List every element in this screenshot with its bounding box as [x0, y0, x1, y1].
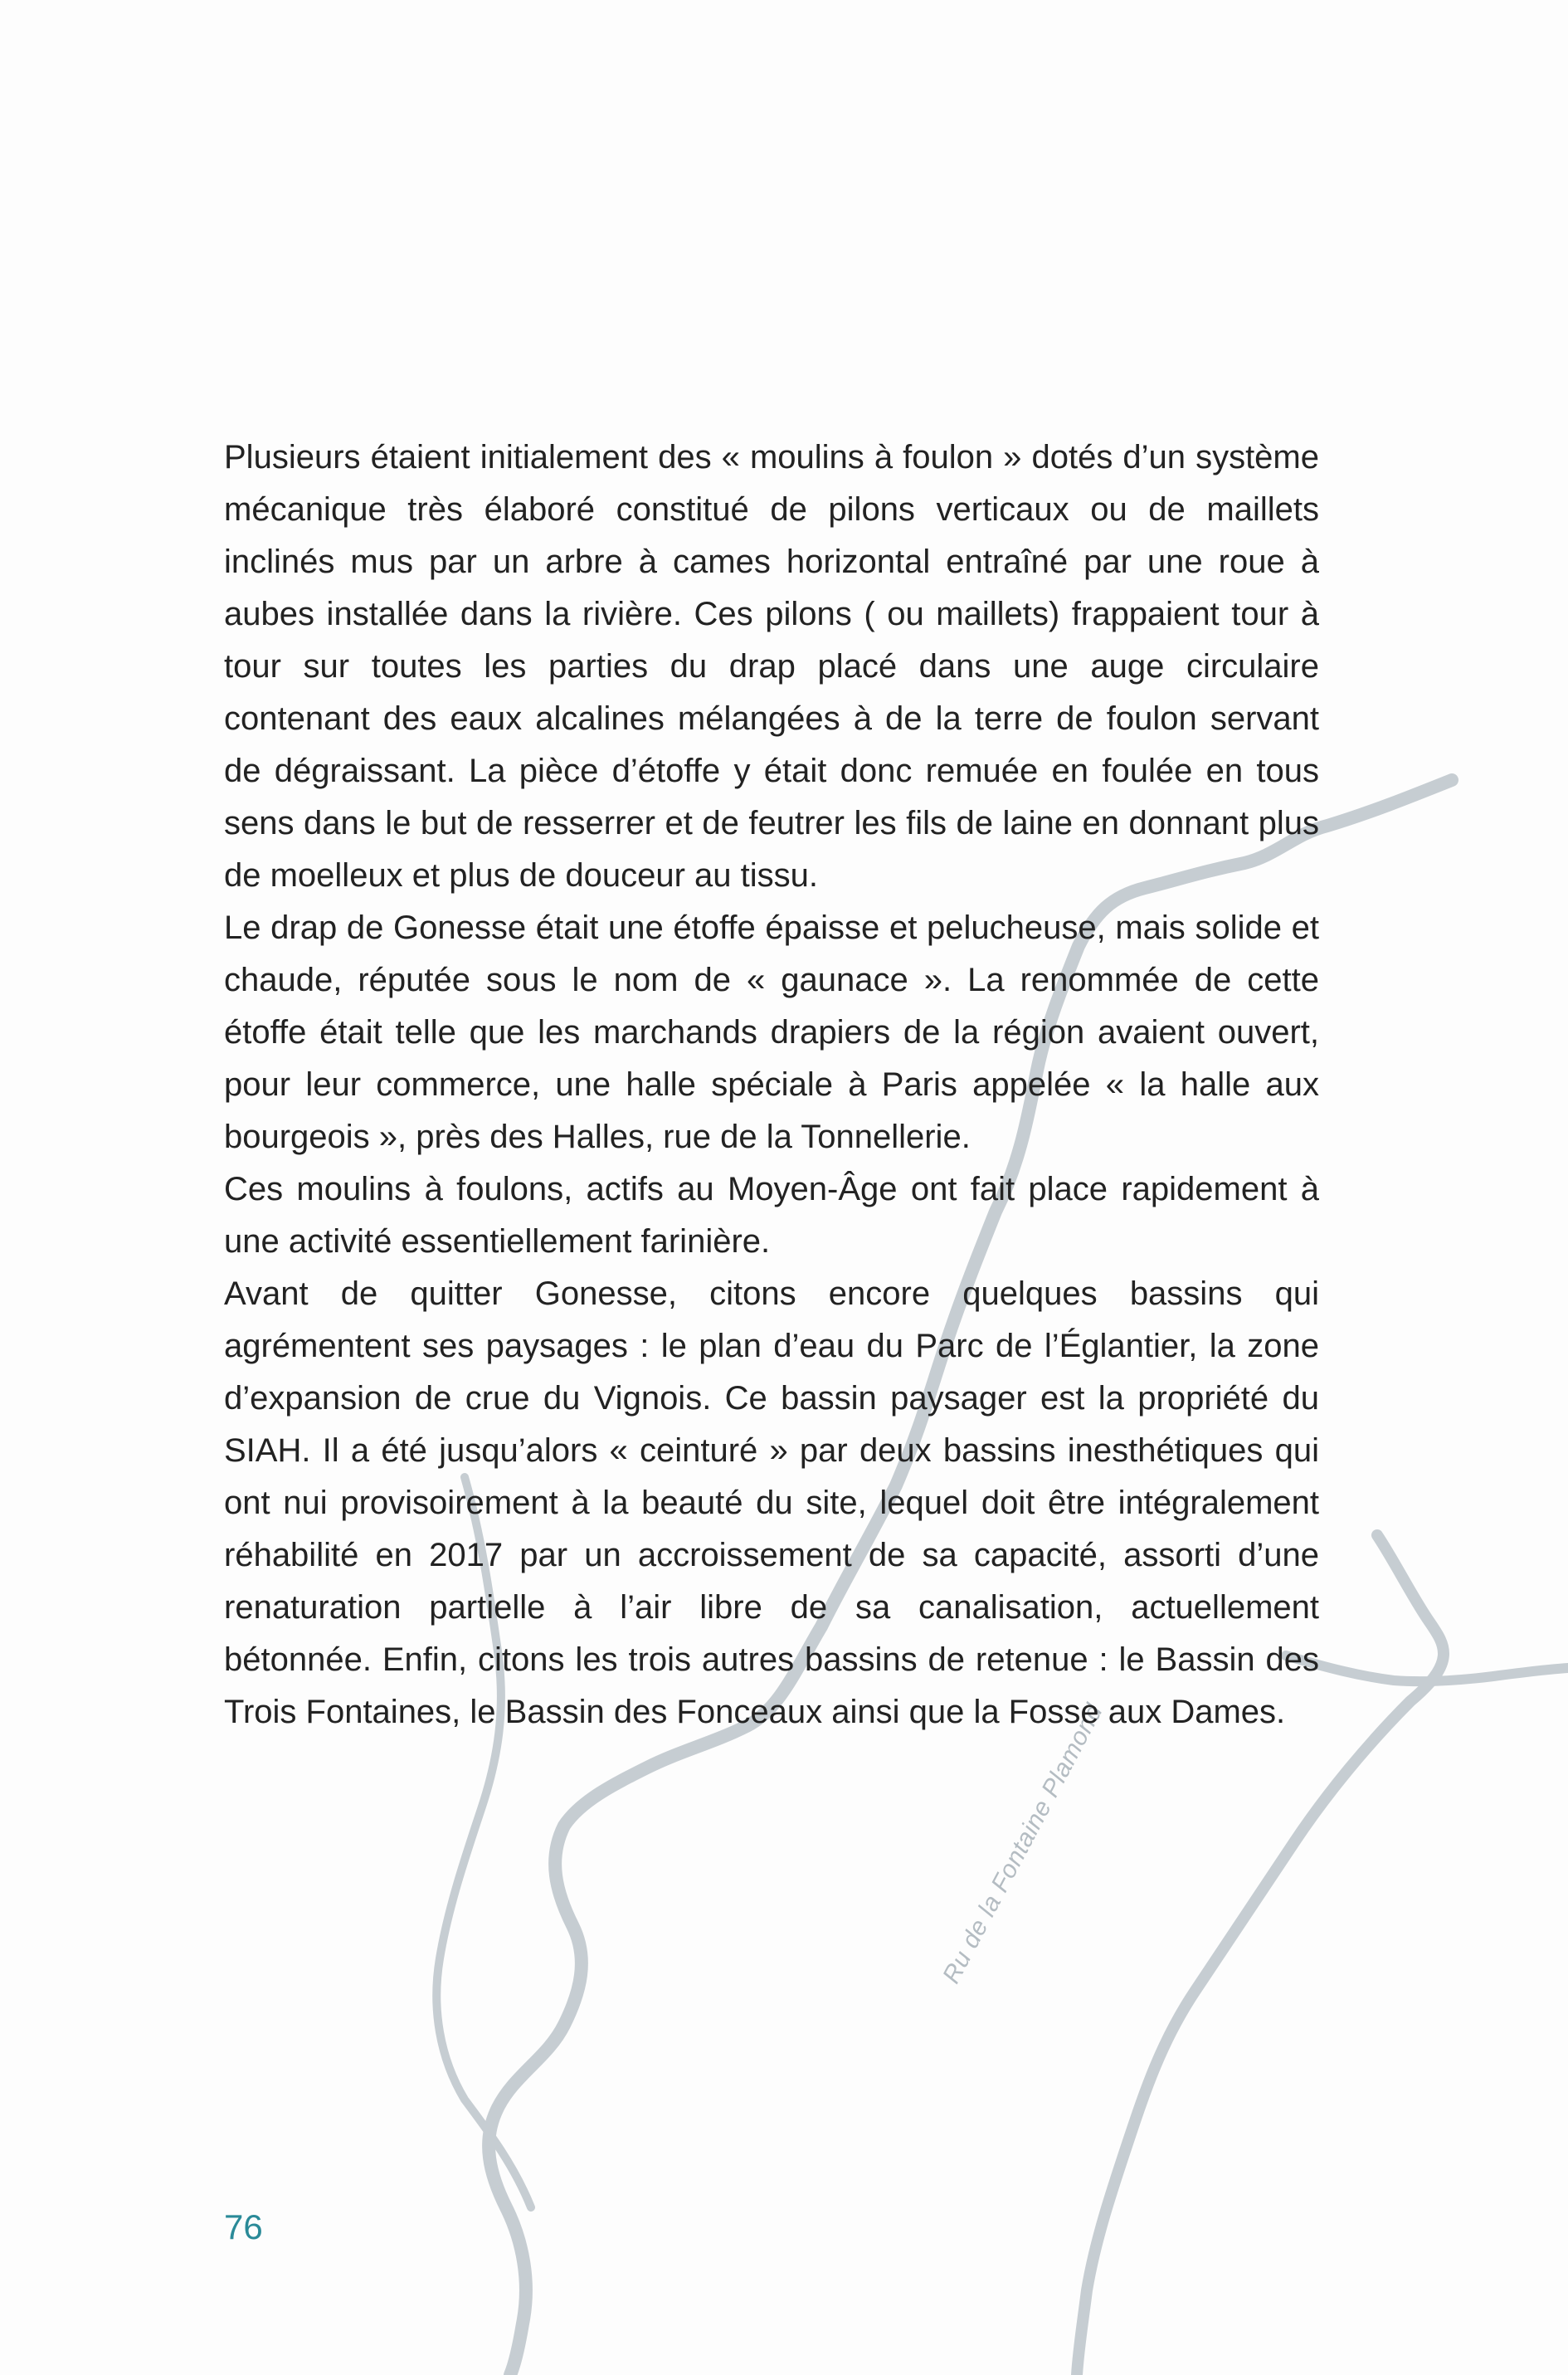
article-body: [224, 432, 1319, 1739]
page-number: 76: [224, 2207, 263, 2246]
river-line-east: [1286, 1656, 1568, 1681]
river-map-label: Ru de la Fontaine Plamond: [937, 1699, 1108, 1988]
paragraph-flour-mills: Ces moulins à foulons, actifs au Moyen-Âge ont fait place rapidement à une activité essentiellement farinière.: [224, 1171, 1319, 1260]
paragraph-fulling-mills: Plusieurs étaient initialement des « moulins à foulon » dotés d’un système mécanique très élaboré constitué de pilons verticaux ou de maillets inclinés mus par un arbre à cames horizontal entraîné par une roue à aubes installée dans la rivière. Ces pilons ( ou maillets) frappaient tour à tour sur toutes les parties du drap placé dans une auge circulaire contenant des eaux alcalines mélangées à de la terre de foulon servant de dégraissant. La pièce d’étoffe y était donc remuée en foulée en tous sens dans le but de resserrer et de feutrer les fils de laine en donnant plus de moelleux et plus de douceur au tissu.: [224, 439, 1319, 894]
paragraph-basins: Avant de quitter Gonesse, citons encore quelques bassins qui agrémentent ses paysages : le plan d’eau du Parc de l’Églantier, la zone d’expansion de crue du Vignois. Ce bassin paysager est la propriété du SIAH. Il a été jusqu’alors « ceinturé » par deux bassins inesthétiques qui ont nui provisoirement à la beauté du site, lequel doit être intégralement réhabilité en 2017 par un accroissement de sa capacité, assorti d’une renaturation partielle à l’air libre de sa canalisation, actuellement bétonnée. Enfin, citons les trois autres bassins de retenue : le Bassin des Trois Fontaines, le Bassin des Fonceaux ainsi que la Fosse aux Dames.: [224, 1275, 1319, 1730]
paragraph-gonesse-cloth: Le drap de Gonesse était une étoffe épaisse et pelucheuse, mais solide et chaude, réputée sous le nom de « gaunace ». La renommée de cette étoffe était telle que les marchands drapiers de la région avaient ouvert, pour leur commerce, une halle spéciale à Paris appelée « la halle aux bourgeois », près des Halles, rue de la Tonnellerie.: [224, 910, 1319, 1155]
